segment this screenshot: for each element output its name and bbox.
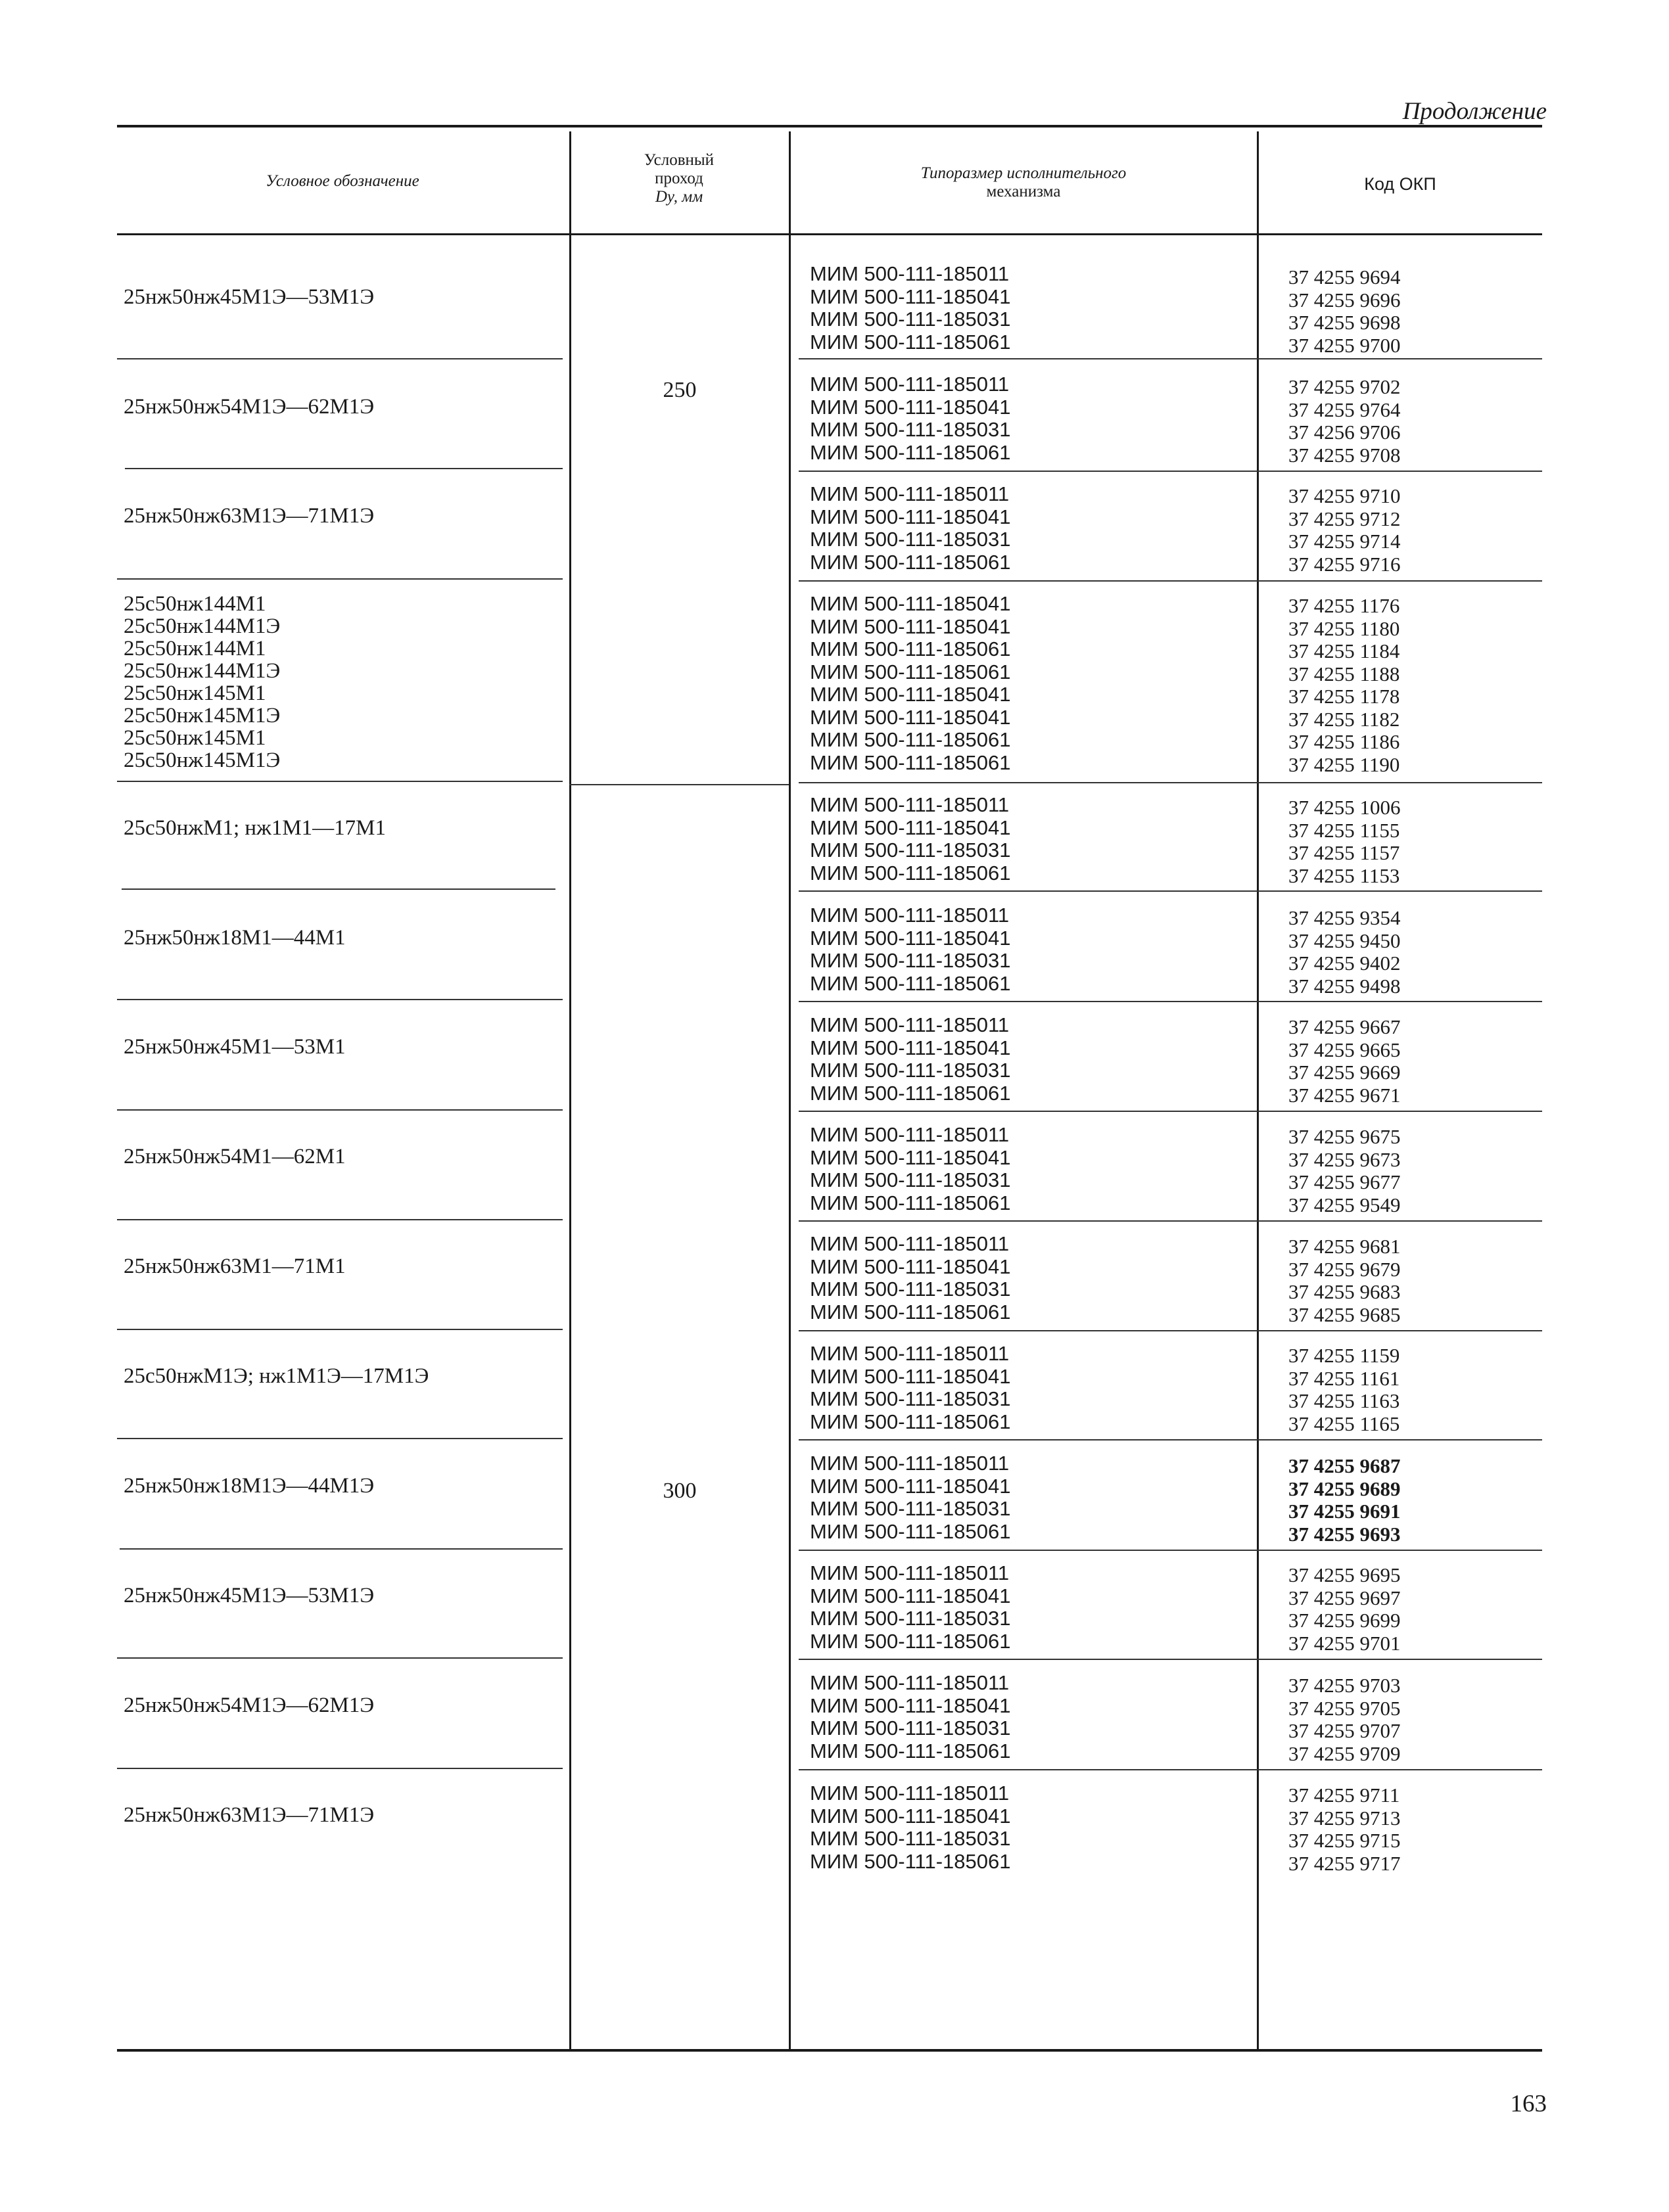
okp-code-cell: 37 4255 9703 37 4255 9705 37 4255 9707 37 4255 9709 <box>1288 1674 1401 1765</box>
header-passage-line-3: Dу, мм <box>655 188 703 206</box>
passage-value-300: 300 <box>663 1479 697 1503</box>
row-separator <box>799 1550 1542 1551</box>
continued-label: Продолжение <box>1402 98 1547 125</box>
row-separator <box>117 999 563 1000</box>
row-separator <box>799 1111 1542 1112</box>
row-separator <box>117 358 563 359</box>
mechanism-cell: МИМ 500-111-185011 МИМ 500-111-185041 МИМ 500-111-185031 МИМ 500-111-185061 <box>810 904 1011 995</box>
designation-cell: 25нж50нж63М1Э—71М1Э <box>124 504 375 528</box>
okp-code-cell: 37 4255 1006 37 4255 1155 37 4255 1157 37 4255 1153 <box>1288 796 1401 887</box>
designation-cell: 25с50нж144М1 25с50нж144М1Э 25с50нж144М1 25с50нж144М1Э 25с50нж145М1 25с50нж145М1Э 25с50нж145М1 25с50нж145М1Э <box>124 592 281 772</box>
designation-cell: 25с50нжМ1; нж1М1—17М1 <box>124 816 387 840</box>
row-separator <box>117 1768 563 1769</box>
row-separator <box>799 890 1542 892</box>
row-separator <box>117 781 563 782</box>
mechanism-cell: МИМ 500-111-185011 МИМ 500-111-185041 МИМ 500-111-185031 МИМ 500-111-185061 <box>810 373 1011 464</box>
mechanism-cell: МИМ 500-111-185011 МИМ 500-111-185041 МИМ 500-111-185031 МИМ 500-111-185061 <box>810 1782 1011 1873</box>
okp-code-cell: 37 4255 9354 37 4255 9450 37 4255 9402 37 4255 9498 <box>1288 906 1401 998</box>
header-designation: Условное обозначение <box>266 172 419 190</box>
row-separator <box>799 1439 1542 1440</box>
row-separator <box>799 1001 1542 1002</box>
header-mechanism-line-2: механизма <box>986 183 1061 200</box>
row-separator <box>799 1220 1542 1222</box>
row-separator <box>117 578 563 580</box>
okp-code-cell: 37 4255 9694 37 4255 9696 37 4255 9698 37 4255 9700 <box>1288 265 1401 357</box>
column-divider-1 <box>569 131 571 2049</box>
mechanism-cell: МИМ 500-111-185011 МИМ 500-111-185041 МИМ 500-111-185031 МИМ 500-111-185061 <box>810 482 1011 574</box>
header-mechanism <box>790 164 1257 201</box>
column-divider-2 <box>789 131 791 2049</box>
column-divider-3 <box>1257 131 1259 2049</box>
table-bottom-rule <box>117 2049 1542 2052</box>
row-separator <box>120 1548 563 1550</box>
row-separator <box>117 1438 563 1439</box>
row-separator <box>117 1109 563 1111</box>
designation-cell: 25нж50нж45М1Э—53М1Э <box>124 1584 375 1607</box>
designation-cell: 25нж50нж63М1Э—71М1Э <box>124 1803 375 1827</box>
okp-code-cell: 37 4255 9687 37 4255 9689 37 4255 9691 37 4255 9693 <box>1288 1454 1401 1546</box>
header-passage-line-1: Условный <box>644 151 715 169</box>
designation-cell: 25нж50нж54М1Э—62М1Э <box>124 1694 375 1717</box>
okp-code-cell: 37 4255 9667 37 4255 9665 37 4255 9669 37 4255 9671 <box>1288 1015 1401 1107</box>
header-passage <box>569 151 789 206</box>
mechanism-cell: МИМ 500-111-185011 МИМ 500-111-185041 МИМ 500-111-185031 МИМ 500-111-185061 <box>810 1232 1011 1324</box>
header-passage-line-2: проход <box>655 170 703 187</box>
mechanism-cell: МИМ 500-111-185041 МИМ 500-111-185041 МИМ 500-111-185061 МИМ 500-111-185061 МИМ 500-111-185041 МИМ 500-111-185041 МИМ 500-111-185061 МИМ 500-111-185061 <box>810 592 1011 774</box>
designation-cell: 25нж50нж45М1Э—53М1Э <box>124 285 375 309</box>
okp-code-cell: 37 4255 9710 37 4255 9712 37 4255 9714 37 4255 9716 <box>1288 484 1401 576</box>
row-separator <box>799 358 1542 359</box>
mechanism-cell: МИМ 500-111-185011 МИМ 500-111-185041 МИМ 500-111-185031 МИМ 500-111-185061 <box>810 262 1011 354</box>
row-separator <box>799 1769 1542 1770</box>
designation-cell: 25нж50нж45М1—53М1 <box>124 1035 346 1059</box>
row-separator <box>117 1657 563 1659</box>
mechanism-cell: МИМ 500-111-185011 МИМ 500-111-185041 МИМ 500-111-185031 МИМ 500-111-185061 <box>810 1013 1011 1105</box>
okp-code-cell: 37 4255 9702 37 4255 9764 37 4256 9706 37 4255 9708 <box>1288 375 1401 467</box>
passage-group-separator <box>569 784 789 785</box>
row-separator <box>122 888 555 890</box>
row-separator <box>799 471 1542 472</box>
page-number: 163 <box>1510 2090 1547 2117</box>
passage-value-250: 250 <box>663 378 697 402</box>
designation-cell: 25нж50нж18М1Э—44М1Э <box>124 1474 375 1498</box>
row-separator <box>799 580 1542 582</box>
row-separator <box>799 782 1542 783</box>
okp-code-cell: 37 4255 1159 37 4255 1161 37 4255 1163 37 4255 1165 <box>1288 1344 1400 1435</box>
mechanism-cell: МИМ 500-111-185011 МИМ 500-111-185041 МИМ 500-111-185031 МИМ 500-111-185061 <box>810 1561 1011 1653</box>
mechanism-cell: МИМ 500-111-185011 МИМ 500-111-185041 МИМ 500-111-185031 МИМ 500-111-185061 <box>810 1452 1011 1543</box>
okp-code-cell: 37 4255 9681 37 4255 9679 37 4255 9683 37 4255 9685 <box>1288 1235 1401 1326</box>
designation-cell: 25нж50нж54М1—62М1 <box>124 1145 346 1168</box>
mechanism-cell: МИМ 500-111-185011 МИМ 500-111-185041 МИМ 500-111-185031 МИМ 500-111-185061 <box>810 793 1011 885</box>
mechanism-cell: МИМ 500-111-185011 МИМ 500-111-185041 МИМ 500-111-185031 МИМ 500-111-185061 <box>810 1671 1011 1763</box>
designation-cell: 25с50нжМ1Э; нж1М1Э—17М1Э <box>124 1364 429 1388</box>
row-separator <box>799 1330 1542 1331</box>
header-mechanism-line-1: Типоразмер исполнительного <box>920 164 1127 182</box>
designation-cell: 25нж50нж54М1Э—62М1Э <box>124 395 375 419</box>
table-header-rule <box>117 233 1542 235</box>
row-separator <box>799 1659 1542 1660</box>
okp-code-cell: 37 4255 9711 37 4255 9713 37 4255 9715 37 4255 9717 <box>1288 1784 1401 1875</box>
mechanism-cell: МИМ 500-111-185011 МИМ 500-111-185041 МИМ 500-111-185031 МИМ 500-111-185061 <box>810 1342 1011 1433</box>
row-separator <box>117 1219 563 1220</box>
okp-code-cell: 37 4255 9695 37 4255 9697 37 4255 9699 37 4255 9701 <box>1288 1563 1401 1655</box>
designation-cell: 25нж50нж63М1—71М1 <box>124 1255 346 1278</box>
row-separator <box>117 1329 563 1330</box>
mechanism-cell: МИМ 500-111-185011 МИМ 500-111-185041 МИМ 500-111-185031 МИМ 500-111-185061 <box>810 1123 1011 1214</box>
designation-cell: 25нж50нж18М1—44М1 <box>124 926 346 950</box>
okp-code-cell: 37 4255 9675 37 4255 9673 37 4255 9677 37 4255 9549 <box>1288 1125 1401 1216</box>
okp-code-cell: 37 4255 1176 37 4255 1180 37 4255 1184 37 4255 1188 37 4255 1178 37 4255 1182 37 4255 1186 37 4255 1190 <box>1288 594 1400 776</box>
table-top-rule <box>117 125 1542 127</box>
row-separator <box>125 468 563 469</box>
header-code: Код ОКП <box>1364 174 1436 194</box>
